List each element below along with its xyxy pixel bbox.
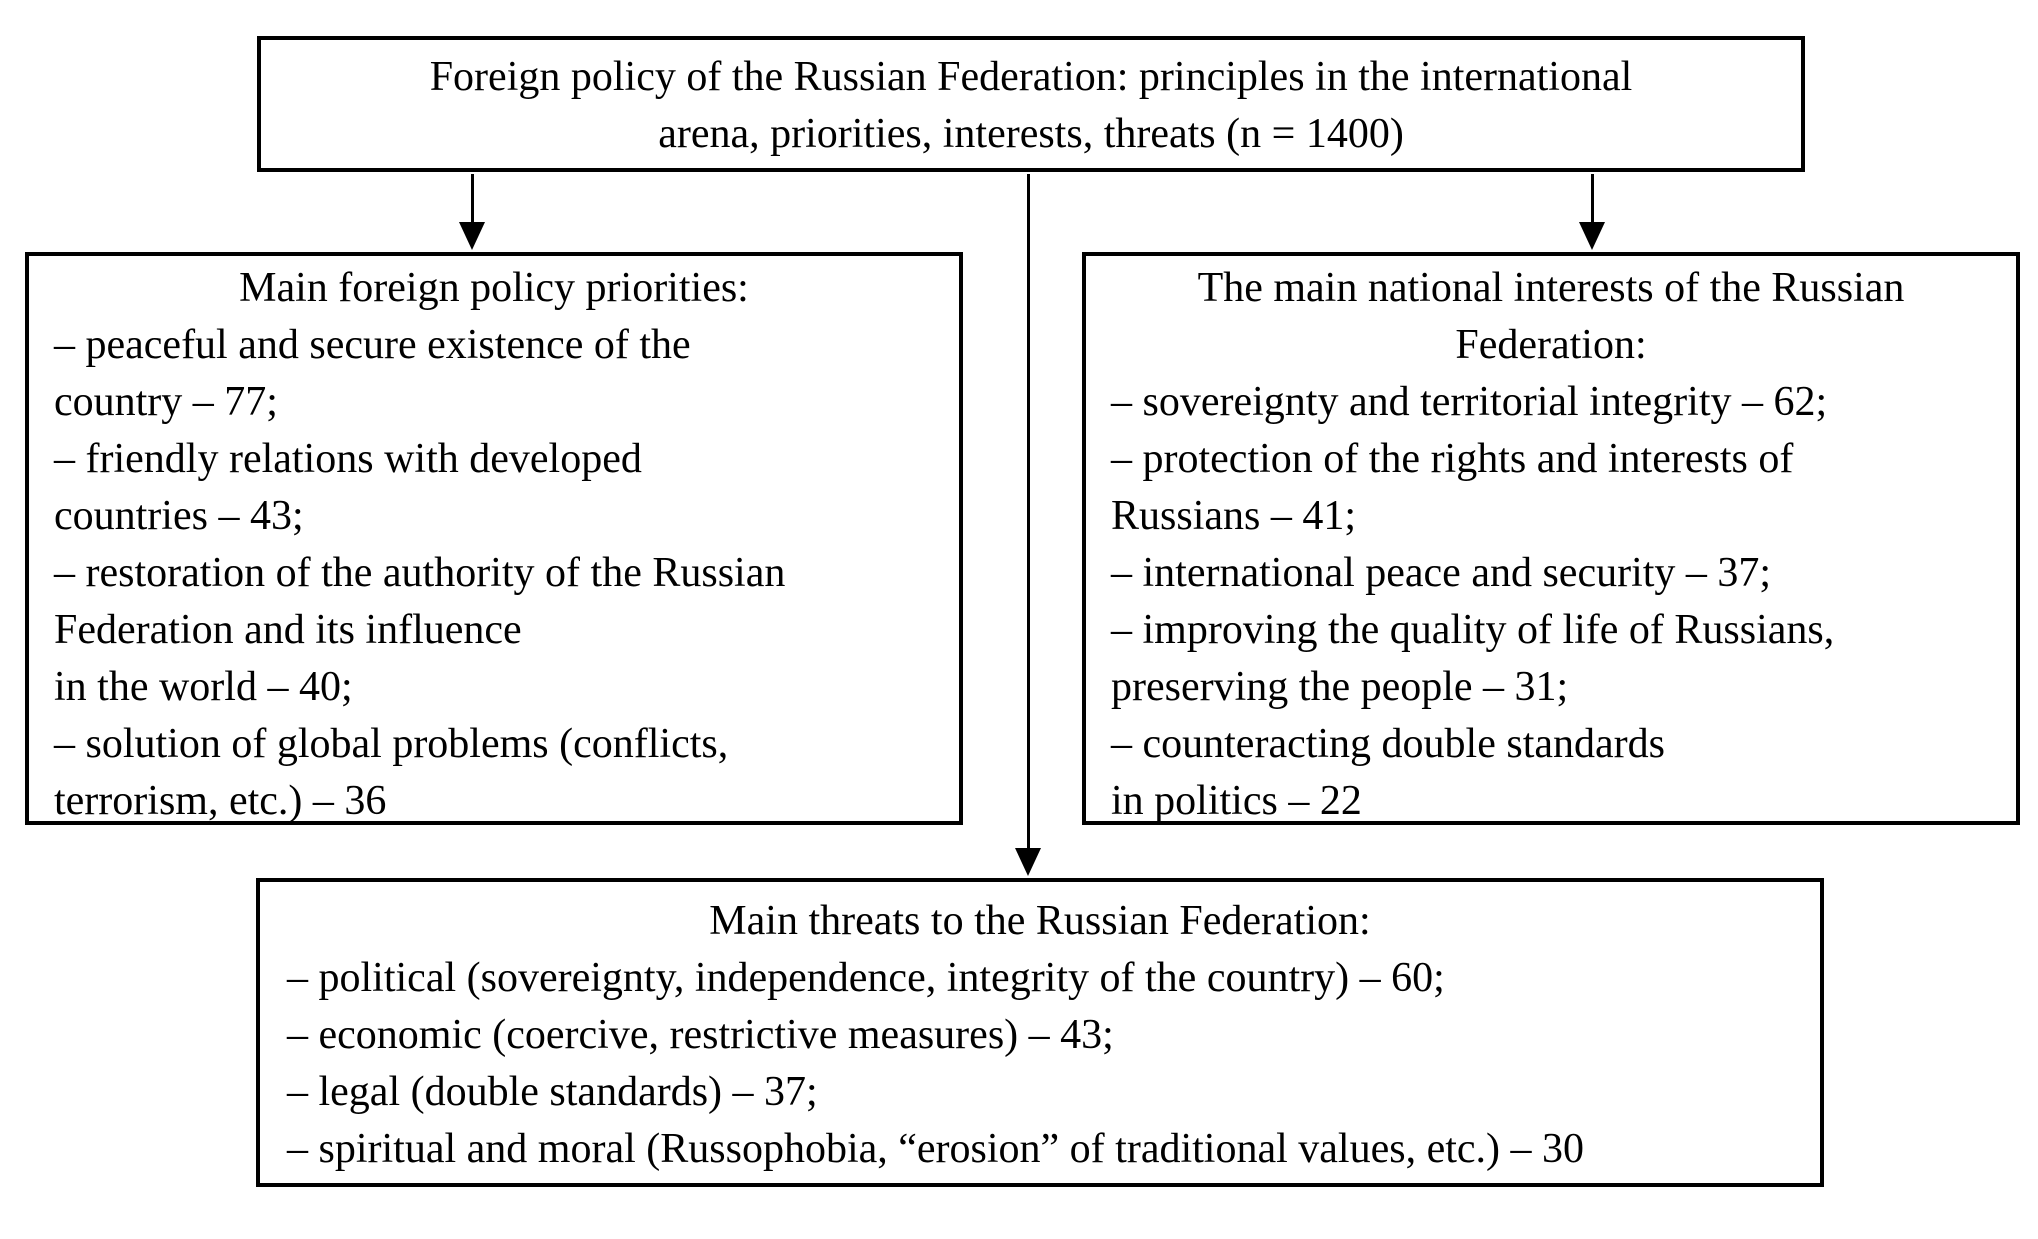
text-line: – political (sovereignty, independence, integrity of the country) – 60; (287, 955, 1445, 1001)
arrow-to-priorities-head-icon (459, 222, 485, 250)
text-line: Federation: (1455, 322, 1647, 368)
text-line: – legal (double standards) – 37; (287, 1069, 818, 1115)
text-line: – protection of the rights and interests of (1111, 436, 1794, 482)
text-line: – improving the quality of life of Russians, (1111, 607, 1835, 653)
text-line: – sovereignty and territorial integrity – 62; (1111, 379, 1828, 425)
priorities-box-title (29, 260, 959, 317)
text-line: – economic (coercive, restrictive measures) – 43; (287, 1012, 1114, 1058)
text-line: The main national interests of the Russian (1197, 265, 1905, 311)
top-box-foreign-policy (257, 36, 1805, 172)
text-line: arena, priorities, interests, threats (n = 1400) (658, 111, 1404, 157)
text-line: in politics – 22 (1111, 778, 1362, 824)
text-line: Russians – 41; (1111, 493, 1357, 539)
arrow-to-interests-head-icon (1579, 222, 1605, 250)
text-line: – restoration of the authority of the Russian (54, 550, 786, 596)
priorities-box (25, 252, 963, 825)
text-line: – international peace and security – 37; (1111, 550, 1772, 596)
text-line: terrorism, etc.) – 36 (54, 778, 387, 824)
text-line: Main threats to the Russian Federation: (709, 898, 1371, 944)
text-line: in the world – 40; (54, 664, 353, 710)
interests-box-items (1086, 374, 2016, 830)
text-line: Foreign policy of the Russian Federation: principles in the international (429, 54, 1633, 100)
text-line: – spiritual and moral (Russophobia, “erosion” of traditional values, etc.) – 30 (287, 1126, 1585, 1172)
threats-box (256, 878, 1824, 1187)
priorities-box-items (29, 317, 959, 830)
text-line: Main foreign policy priorities: (239, 265, 749, 311)
text-line: – peaceful and secure existence of the (54, 322, 691, 368)
text-line: Federation and its influence (54, 607, 522, 653)
top-box-title (261, 49, 1801, 163)
arrow-to-priorities-line (471, 174, 474, 224)
text-line: countries – 43; (54, 493, 304, 539)
arrow-to-interests-line (1591, 174, 1594, 224)
text-line: – counteracting double standards (1111, 721, 1665, 767)
interests-box-title (1086, 260, 2016, 374)
threats-box-items (260, 950, 1820, 1178)
arrow-to-threats-head-icon (1015, 848, 1041, 876)
text-line: – solution of global problems (conflicts, (54, 721, 729, 767)
text-line: – friendly relations with developed (54, 436, 642, 482)
interests-box (1082, 252, 2020, 825)
arrow-to-threats-line (1027, 174, 1030, 850)
text-line: preserving the people – 31; (1111, 664, 1569, 710)
text-line: country – 77; (54, 379, 278, 425)
threats-box-title (260, 893, 1820, 950)
